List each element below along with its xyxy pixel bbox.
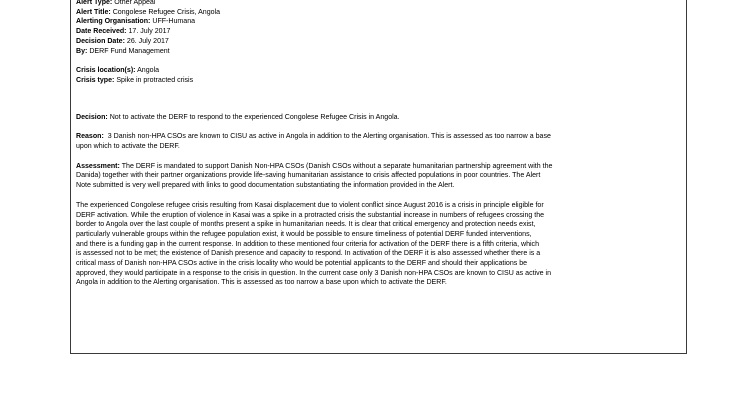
- crisis-type-value: Spike in protracted crisis: [116, 76, 194, 84]
- analysis-line: approved, they would participate in a response to the crisis in question. In the current case only 3 Danish non-HPA CSOs are known to CISU as active in: [76, 269, 552, 277]
- decision-box: [70, 0, 687, 354]
- assessment-line: Danida) together with their partner organizations provide life-saving humanitarian assistance to crisis affected populations in poor countries. The Alert: [76, 172, 541, 180]
- by-line: [76, 47, 680, 57]
- crisis-location-label: Crisis location(s):: [76, 67, 136, 75]
- crisis-location-value: Angola: [137, 67, 160, 75]
- alert-header: [76, 0, 680, 56]
- alert-type-line: [76, 0, 680, 8]
- reason-label: Reason:: [76, 133, 104, 141]
- decision-date-label: Decision Date:: [76, 37, 125, 45]
- alert-title-value: Congolese Refugee Crisis, Angola: [112, 8, 221, 16]
- alerting-org-label: Alerting Organisation:: [76, 18, 151, 26]
- by-value: DERF Fund Management: [89, 47, 170, 55]
- analysis-line: DERF activation. While the eruption of violence in Kasai was a spike in a protracted crisis the substantial increase in numbers of refugees crossing the: [76, 211, 545, 219]
- assessment-paragraph: [76, 162, 680, 191]
- analysis-line: particularly vulnerable groups within the refugee population exist, it would be possible to ensure timeliness of potential DERF funded interventions,: [76, 230, 532, 238]
- assessment-line: Note submitted is very well prepared with links to good documentation substantiating the information provided in the Alert.: [76, 182, 455, 190]
- decision-date-value: 26. July 2017: [126, 37, 169, 45]
- assessment-line: [76, 162, 680, 172]
- reason-line: [76, 132, 680, 142]
- crisis-type-label: Crisis type:: [76, 76, 115, 84]
- analysis-line: border to Angola over the last couple of months present a spike in humanitarian needs. It is clear that critical emergency and protection needs exist,: [76, 221, 536, 229]
- alert-title-line: [76, 8, 680, 18]
- assessment-text: The DERF is mandated to support Danish Non-HPA CSOs (Danish CSOs without a separate humanitarian partnership agreement with the: [121, 162, 553, 170]
- decision-paragraph: [76, 113, 680, 123]
- reason-text: 3 Danish non-HPA CSOs are known to CISU as active in Angola in addition to the Alerting organisation. This is assessed as too narrow a base: [107, 133, 551, 141]
- alerting-org-value: UFF-Humana: [152, 18, 196, 26]
- analysis-line: The experienced Congolese refugee crisis resulting from Kasai displacement due to violent conflict since August 2016 is a crisis in principle eligible for: [76, 201, 544, 209]
- reason-line: upon which to activate the DERF.: [76, 143, 180, 151]
- analysis-line: and there is a funding gap in the current response. In addition to these mentioned four criteria for activation of the DERF there is a fifth criteria, which: [76, 240, 539, 248]
- date-received-value: 17. July 2017: [128, 28, 171, 36]
- by-label: By:: [76, 47, 88, 55]
- reason-paragraph: [76, 132, 680, 151]
- decision-date-line: [76, 37, 680, 47]
- alert-type-label: Alert Type:: [76, 0, 113, 6]
- alerting-org-line: [76, 17, 680, 27]
- date-received-label: Date Received:: [76, 28, 127, 36]
- date-received-line: [76, 27, 680, 37]
- alert-type-value: Other Appeal: [114, 0, 156, 6]
- decision-label: Decision:: [76, 113, 108, 121]
- analysis-line: Angola in addition to the Alerting organisation. This is assessed as too narrow a base upon which to activate the DERF.: [76, 279, 447, 287]
- assessment-label: Assessment:: [76, 162, 120, 170]
- analysis-line: critical mass of Danish non-HPA CSOs active in the crisis locality who would be potential applicants to the DERF and should their applications be: [76, 260, 528, 268]
- analysis-line: is assessed not to be met; the existence of Danish presence and capacity to respond. In activation of the DERF it is also assessed whether there is a: [76, 250, 541, 258]
- decision-text: Not to activate the DERF to respond to the experienced Congolese Refugee Crisis in Angola.: [109, 113, 400, 121]
- crisis-type-line: [76, 76, 680, 86]
- analysis-paragraph: [76, 201, 680, 288]
- alert-title-label: Alert Title:: [76, 8, 111, 16]
- crisis-location-line: [76, 66, 680, 76]
- crisis-info: [76, 66, 680, 85]
